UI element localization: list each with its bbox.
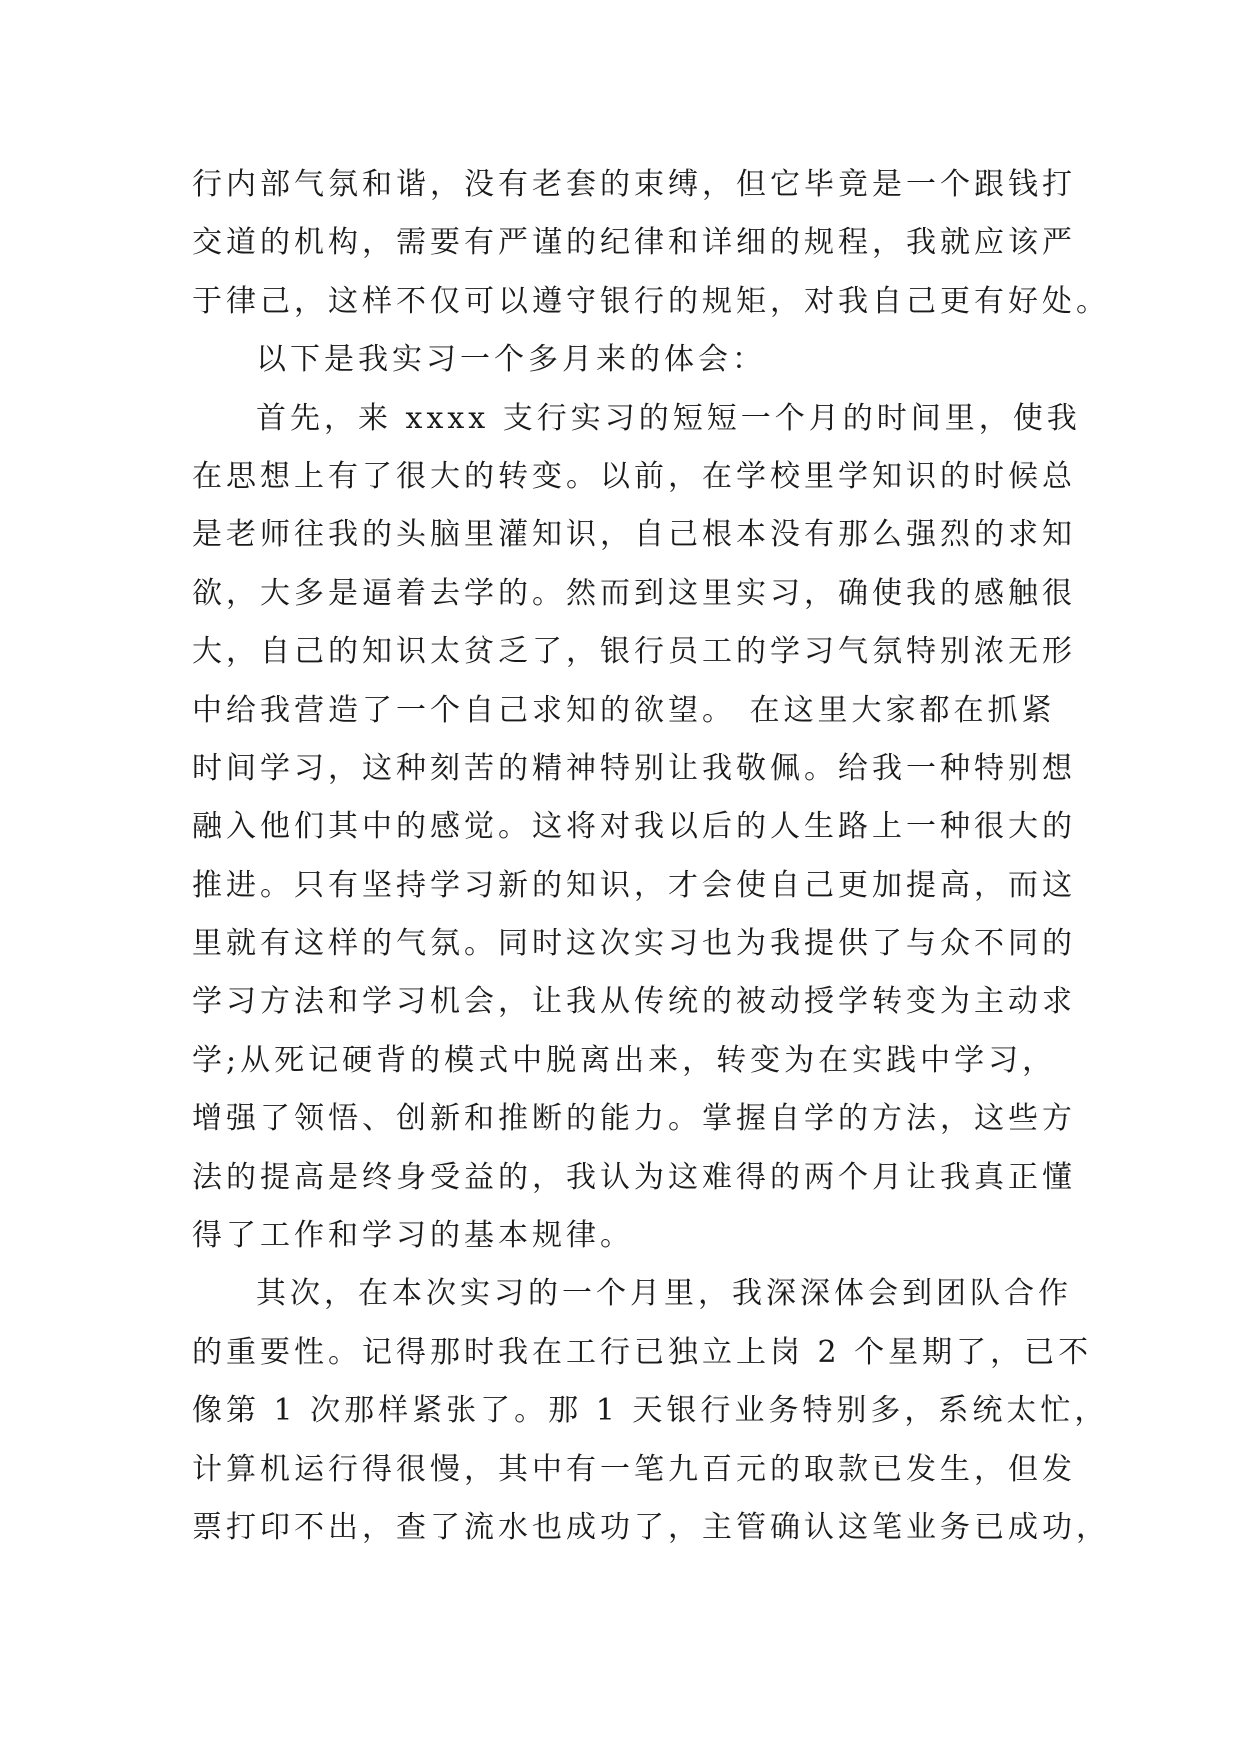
text-line: 的重要性。记得那时我在工行已独立上岗 2 个星期了，已不	[192, 1334, 1093, 1370]
text-line: 得了工作和学习的基本规律。	[192, 1218, 634, 1254]
text-line: 学;从死记硬背的模式中脱离出来，转变为在实践中学习，	[192, 1042, 1057, 1078]
text-line: 在思想上有了很大的转变。以前，在学校里学知识的时候总	[192, 458, 1076, 494]
text-line: 增强了领悟、创新和推断的能力。掌握自学的方法，这些方	[192, 1101, 1076, 1137]
paragraph-first-line: 其次，在本次实习的一个月里，我深深体会到团队合作	[256, 1276, 1072, 1312]
text-line: 是老师往我的头脑里灌知识，自己根本没有那么强烈的求知	[192, 517, 1076, 553]
paragraph-first-line: 以下是我实习一个多月来的体会：	[256, 342, 766, 378]
text-line: 票打印不出，查了流水也成功了，主管确认这笔业务已成功，	[192, 1509, 1110, 1545]
document-body	[192, 156, 1110, 1557]
text-line: 融入他们其中的感觉。这将对我以后的人生路上一种很大的	[192, 809, 1076, 845]
text-line: 于律己，这样不仅可以遵守银行的规矩，对我自己更有好处。	[192, 283, 1110, 319]
text-line: 里就有这样的气氛。同时这次实习也为我提供了与众不同的	[192, 926, 1076, 962]
text-line: 大，自己的知识太贫乏了，银行员工的学习气氛特别浓无形	[192, 634, 1076, 670]
text-line: 像第 1 次那样紧张了。那 1 天银行业务特别多，系统太忙，	[192, 1393, 1109, 1429]
paragraph-first-line: 首先，来 xxxx 支行实习的短短一个月的时间里，使我	[256, 400, 1081, 436]
text-line: 中给我营造了一个自己求知的欲望。 在这里大家都在抓紧	[192, 692, 1056, 728]
text-line: 时间学习，这种刻苦的精神特别让我敬佩。给我一种特别想	[192, 750, 1076, 786]
text-line: 学习方法和学习机会，让我从传统的被动授学转变为主动求	[192, 984, 1076, 1020]
text-line: 欲，大多是逼着去学的。然而到这里实习，确使我的感触很	[192, 575, 1076, 611]
text-line: 行内部气氛和谐，没有老套的束缚，但它毕竟是一个跟钱打	[192, 167, 1076, 202]
text-line: 交道的机构，需要有严谨的纪律和详细的规程，我就应该严	[192, 225, 1076, 261]
text-line: 计算机运行得很慢，其中有一笔九百元的取款已发生，但发	[192, 1451, 1076, 1487]
text-line: 推进。只有坚持学习新的知识，才会使自己更加提高，而这	[192, 867, 1076, 903]
text-line: 法的提高是终身受益的，我认为这难得的两个月让我真正懂	[192, 1159, 1076, 1195]
